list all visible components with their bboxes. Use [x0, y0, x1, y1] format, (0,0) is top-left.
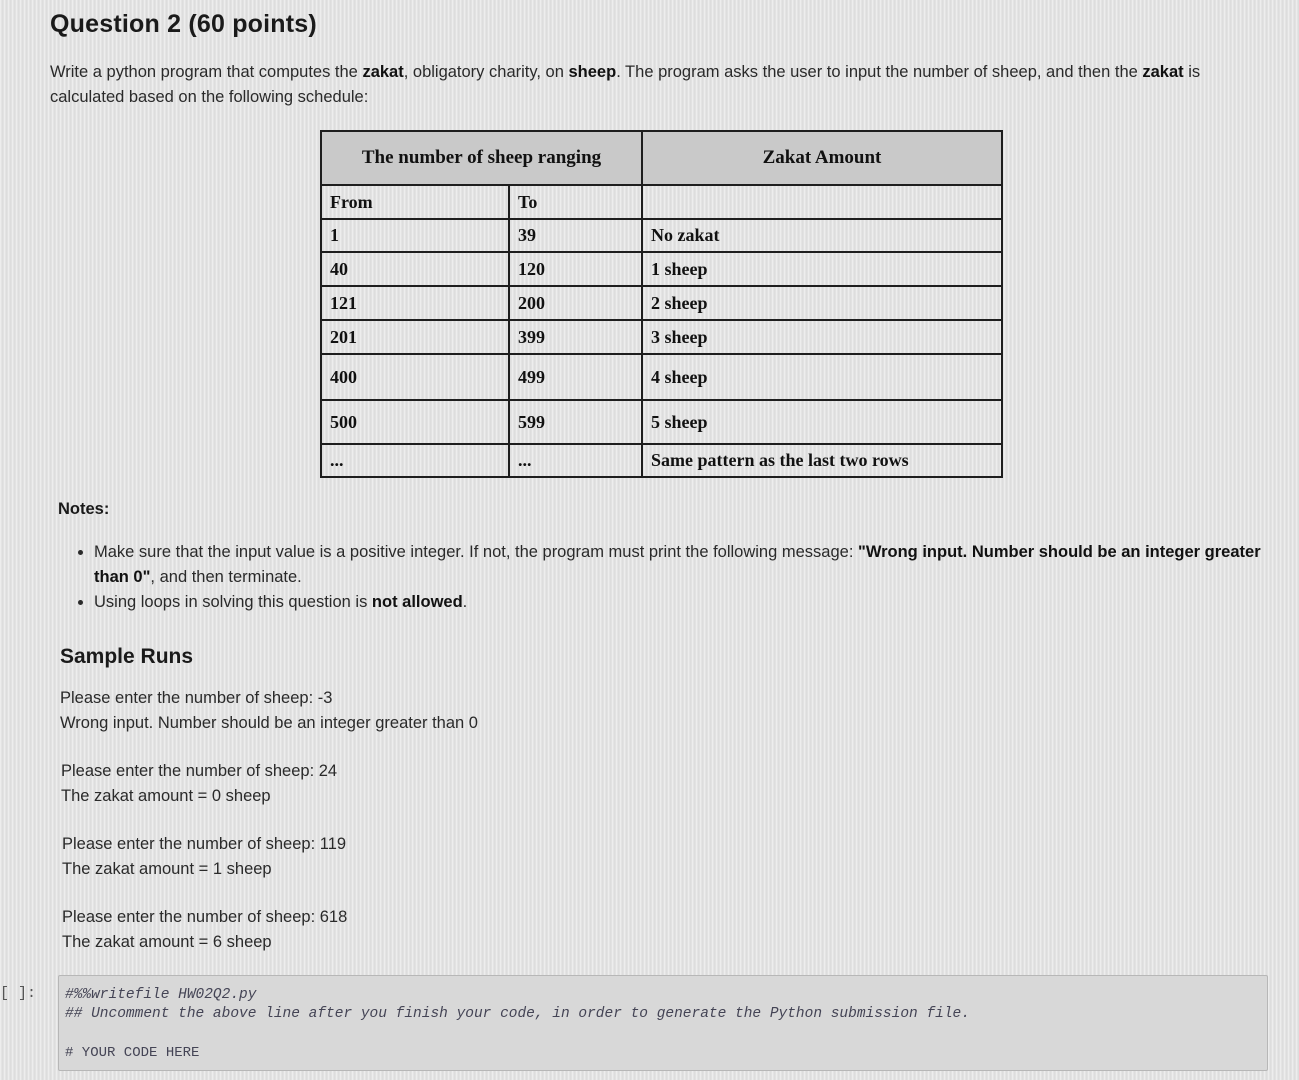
intro-bold-zakat: zakat [362, 63, 404, 81]
table-row [321, 444, 1002, 477]
cell-amount: 3 sheep [642, 320, 1002, 354]
sample-run-output: The zakat amount = 1 sheep [62, 860, 272, 878]
table-row [321, 286, 1002, 320]
note-item [94, 590, 1284, 615]
code-line: #%%writefile HW02Q2.py [65, 987, 257, 1003]
note-2-end: . [462, 593, 468, 611]
table-header-row [321, 131, 1002, 185]
cell-amount: 2 sheep [642, 286, 1002, 320]
sample-run [61, 759, 337, 809]
sample-run-input: Please enter the number of sheep: 24 [61, 762, 338, 780]
cell-from: 201 [321, 320, 509, 354]
sample-run-input: Please enter the number of sheep: 618 [62, 908, 348, 926]
table-row [321, 219, 1002, 252]
cell-from: 400 [321, 354, 509, 400]
subheader-from: From [321, 185, 509, 219]
table-subheader-row [321, 185, 1002, 219]
cell-from: 40 [321, 252, 509, 286]
code-line: ## Uncomment the above line after you finish your code, in order to generate the Python submission file. [65, 1006, 970, 1022]
question-intro [50, 60, 1275, 110]
note-1-message: "Wrong input. Number should be an integer greater than 0" [94, 543, 1261, 586]
cell-to: 39 [509, 219, 642, 252]
note-1-text: Make sure that the input value is a positive integer. If not, the program must print the following message: [94, 543, 858, 561]
intro-text-4: is calculated based on the following schedule: [50, 63, 1201, 106]
cell-execution-prompt: [ ]: [0, 985, 37, 1002]
header-range: The number of sheep ranging [321, 131, 642, 185]
note-2-text: Using loops in solving this question is [94, 593, 372, 611]
question-title: Question 2 (60 points) [50, 10, 317, 38]
sample-run-input: Please enter the number of sheep: -3 [60, 689, 333, 707]
sample-run-output: Wrong input. Number should be an integer greater than 0 [60, 714, 478, 732]
intro-text-3: . The program asks the user to input the number of sheep, and then the [616, 63, 1143, 81]
intro-text-2: , obligatory charity, on [403, 63, 569, 81]
intro-text-1: Write a python program that computes the [50, 63, 363, 81]
schedule-table [320, 130, 1003, 478]
cell-amount: 1 sheep [642, 252, 1002, 286]
table-row [321, 400, 1002, 444]
sample-run [62, 905, 347, 955]
cell-to: 399 [509, 320, 642, 354]
cell-to: 200 [509, 286, 642, 320]
cell-to: 120 [509, 252, 642, 286]
cell-from: 500 [321, 400, 509, 444]
note-2-bold: not allowed [371, 593, 463, 611]
cell-to: 499 [509, 354, 642, 400]
sample-run [60, 686, 478, 736]
note-item [94, 540, 1284, 590]
note-1-end: , and then terminate. [150, 568, 302, 586]
sample-run-output: The zakat amount = 6 sheep [62, 933, 272, 951]
subheader-empty [642, 185, 1002, 219]
cell-to: 599 [509, 400, 642, 444]
cell-amount: 4 sheep [642, 354, 1002, 400]
header-amount: Zakat Amount [642, 131, 1002, 185]
intro-bold-sheep: sheep [568, 63, 617, 81]
sample-run [62, 832, 346, 882]
table-row [321, 354, 1002, 400]
table-row [321, 320, 1002, 354]
cell-to: ... [509, 444, 642, 477]
table-row [321, 252, 1002, 286]
notes-heading: Notes: [58, 500, 110, 518]
sample-runs-heading: Sample Runs [60, 645, 194, 668]
code-cell-editor[interactable] [58, 975, 1268, 1071]
cell-from: 121 [321, 286, 509, 320]
subheader-to: To [509, 185, 642, 219]
sample-run-input: Please enter the number of sheep: 119 [62, 835, 347, 853]
notes-list [72, 540, 1284, 615]
cell-amount: No zakat [642, 219, 1002, 252]
cell-amount: Same pattern as the last two rows [642, 444, 1002, 477]
cell-from: ... [321, 444, 509, 477]
code-line: # YOUR CODE HERE [65, 1045, 200, 1061]
intro-bold-zakat-2: zakat [1142, 63, 1184, 81]
sample-run-output: The zakat amount = 0 sheep [61, 787, 271, 805]
zakat-schedule-table [320, 130, 1003, 476]
cell-from: 1 [321, 219, 509, 252]
cell-amount: 5 sheep [642, 400, 1002, 444]
